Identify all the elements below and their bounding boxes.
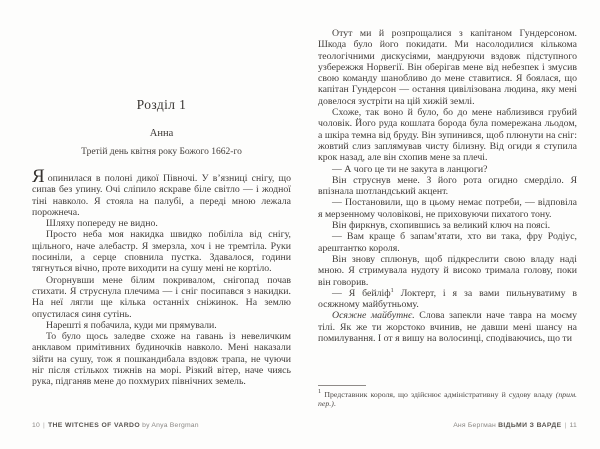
paragraph [318, 310, 577, 344]
paragraph [318, 220, 577, 231]
right-footer-page-number: 11 [569, 422, 577, 429]
paragraph [318, 197, 577, 220]
text-segment: Осяжне майбутнє. [332, 310, 415, 322]
text-segment: . [333, 399, 336, 409]
paragraph [318, 28, 577, 107]
footnote-block [318, 385, 577, 409]
text-segment: — А чого це ти не закута в ланцюги? [332, 163, 488, 175]
text-segment: Шляху попереду не видно. [46, 218, 158, 230]
text-segment: Локтерт, і я за вами пильнуватиму в осяжному майбутньому. [318, 287, 577, 311]
footer-separator: | [564, 422, 567, 429]
text-segment: (прим. пер.) [318, 389, 577, 409]
right-footer-author: Аня Бергман [453, 422, 496, 429]
text-segment: Отут ми й розпрощалися з капітаном Гундерсоном. Шкода було його покидати. Ми насолодилися кількома теологічними дискусіями, мандруючи вздовж підступного узбережжя Норвегії. Він оберігав мене від небезпек і змусив свою команду шанобливо до мене ставитися. Я боялася, що капітан Гундерсон — остання цивілізована людина, яку мені довелося зустріти на цій хижій землі. [318, 28, 577, 107]
left-page-body-text [32, 166, 291, 388]
text-segment: Огорнувши мене білим покривалом, снігопад почав стихати. Я струснула плечима — і сніг посипався з накидки. На неї лягли ще кілька останніх сніжинок. На землю опустилася синя сутінь. [32, 274, 291, 320]
left-footer-book-title: THE WITCHES OF VARDO [47, 422, 141, 429]
chapter-subtitle: Анна [149, 128, 174, 139]
footnote-marker: 1 [318, 387, 322, 395]
right-page [300, 0, 600, 449]
chapter-dateline: Третій день квітня року Божого 1662-го [81, 147, 242, 157]
text-segment: опинилася в полоні дикої Півночі. У в’язниці снігу, що сипав без упину. Очі сліпило яскраве біле світло — і жодної тіні навколо. Я стояла на палубі, а переді мною лежала порожнеча. [32, 173, 291, 218]
paragraph [318, 254, 577, 288]
paragraph [32, 166, 291, 218]
text-segment: Просто неба моя накидка швидко побіліла від снігу, щільного, наче алебастр. Я змерзла, хоч і не тремтіла. Руки посиніли, а серце сповнила пустка. Здавалося, години тягнуться вічно, проте виходити на сушу мені не кортіло. [32, 229, 291, 275]
paragraph [32, 218, 291, 229]
text-segment: Він струснув мене. З його рота огидно смерділо. Я впізнала шотландський акцент. [318, 174, 577, 198]
footnote-marker: 1 [390, 286, 394, 294]
chapter-title: Розділ 1 [136, 97, 187, 112]
text-segment: — Я бейліф [332, 287, 391, 299]
paragraph [318, 175, 577, 198]
paragraph [318, 164, 577, 175]
chapter-head [32, 97, 291, 157]
paragraph [318, 231, 577, 254]
paragraph [32, 331, 291, 387]
text-segment: Він фиркнув, схопившись за великий ключ на поясі. [332, 220, 551, 232]
left-page-footer [32, 422, 199, 429]
paragraph [318, 288, 577, 311]
right-page-body-text [318, 0, 577, 344]
text-segment: Нарешті я побачила, куди ми прямували. [46, 319, 217, 331]
left-footer-byline: by Anya Bergman [142, 422, 199, 429]
text-segment: То було щось заледве схоже на гавань із невеличким анклавом примітивних будиночків навколо. Мені наказали зійти на сушу, тож я пошкандибала вздовж трапа, не чуючи ніг після стількох тижнів на морі. Різкий вітер, наче чиясь рука, підганяв мене до похмурих північних земель. [32, 331, 291, 388]
right-page-footer [453, 422, 577, 429]
footer-separator: | [42, 422, 45, 429]
left-footer-page-number: 10 [32, 422, 40, 429]
text-segment: Слова запекли наче тавра на моєму тілі. Як же ти жорстоко вчинив, не давши мені шансу на помилування. І от я вишу на волосинці, сподіваючись, що ти [318, 310, 577, 345]
right-footer-book-title: ВІДЬМИ З ВАРДЕ [498, 422, 562, 429]
paragraph [318, 107, 577, 163]
text-segment: Представник короля, що здійснює адміністративну й судову владу [321, 389, 556, 399]
text-segment: — Вам краще б запам’ятати, хто ви така, фру Родіус, арештантко короля. [318, 231, 577, 254]
text-segment: Схоже, так воно й було, бо до мене наблизився грубий чоловік. Його руда кошлата борода була помережана льодом, а шкіра темна від бруду. Він зупинився, щоб плюнути на сніг: жовтий слиз заплямував чисту білизну. Від огиди я ступила крок назад, але він схопив мене за плечі. [318, 107, 577, 164]
footnote-rule [318, 385, 366, 386]
paragraph [32, 229, 291, 274]
drop-cap: Я [32, 166, 45, 187]
text-segment: Він знову сплюнув, щоб підкреслити свою владу наді мною. Я стримувала нудоту й високо тримала голову, поки він говорив. [318, 253, 577, 288]
footnote-text [318, 387, 577, 409]
text-segment: — Постановили, що в цьому немає потреби, — відповіла я мерзенному чоловікові, не приховуючи пихатого тону. [318, 197, 577, 220]
paragraph [32, 320, 291, 331]
paragraph [32, 275, 291, 320]
